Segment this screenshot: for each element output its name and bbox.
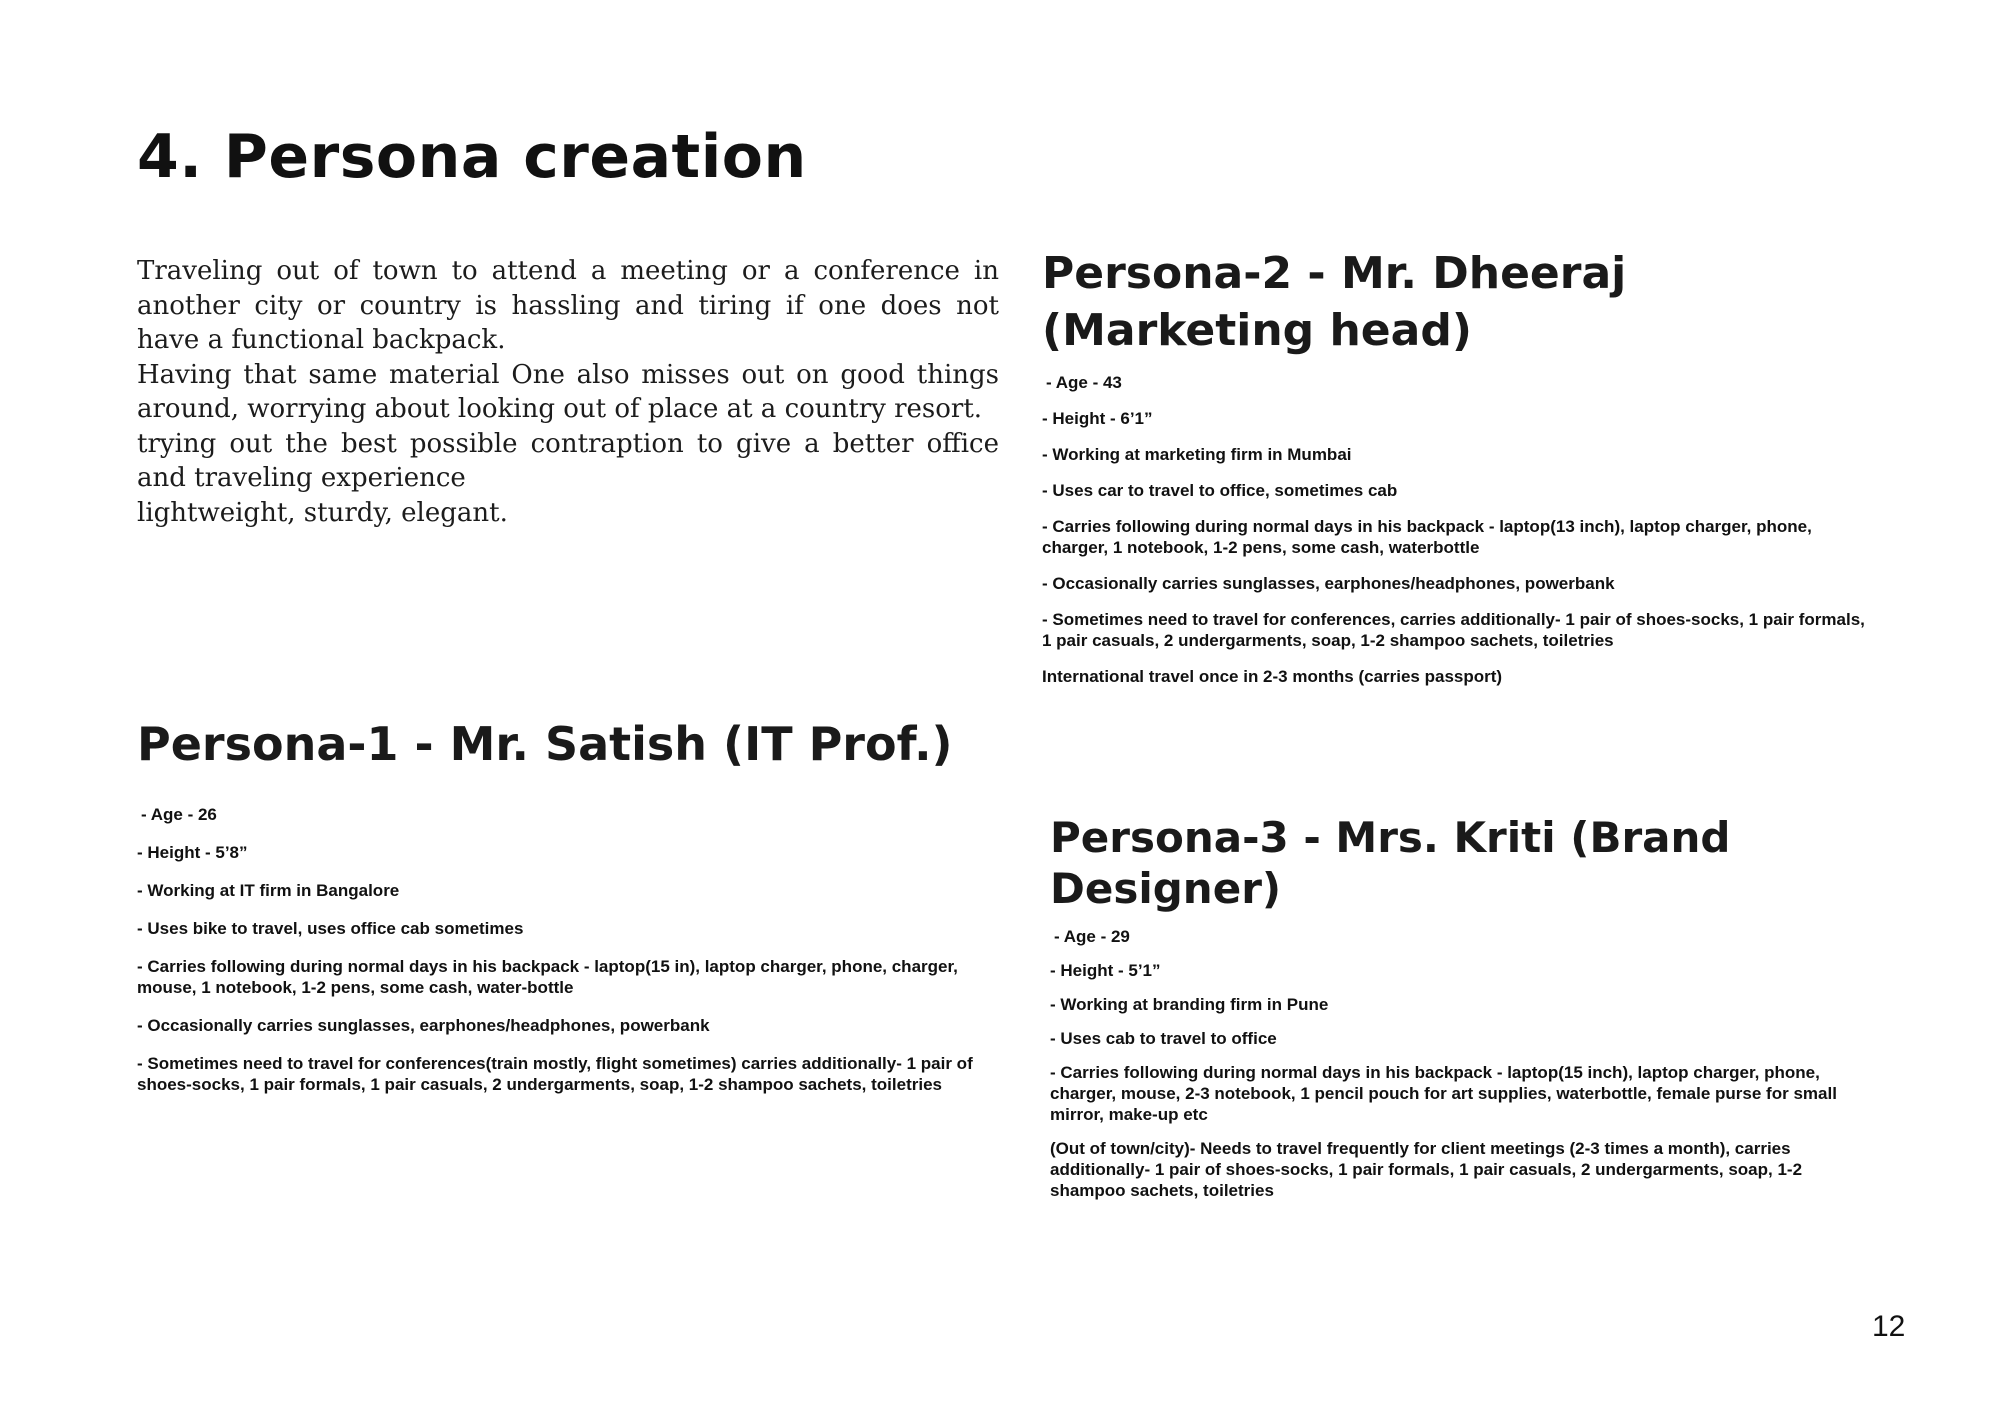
persona-1-details <box>137 804 977 1112</box>
list-item: (Out of town/city)- Needs to travel frequently for client meetings (2-3 times a month), carries additionally- 1 pair of shoes-socks, 1 pair formals, 1 pair casuals, 2 undergarments, soap, 1-2 shampoo sachets, toiletries <box>1050 1139 1803 1200</box>
persona-3-details <box>1050 926 1880 1214</box>
list-item: - Working at marketing firm in Mumbai <box>1042 445 1352 464</box>
list-item: - Uses cab to travel to office <box>1050 1029 1277 1048</box>
list-item: - Height - 6’1” <box>1042 409 1153 428</box>
list-item: - Age - 29 <box>1054 927 1130 946</box>
persona-2-heading: Persona-2 - Mr. Dheeraj (Marketing head) <box>1042 248 1627 356</box>
persona-3-heading: Persona-3 - Mrs. Kriti (Brand Designer) <box>1050 813 1731 913</box>
intro-paragraph: Traveling out of town to attend a meeting or a conference in another city or country is hassling and tiring if one does not have a functional backpack. <box>137 256 999 355</box>
list-item: International travel once in 2-3 months (carries passport) <box>1042 667 1503 686</box>
list-item: - Carries following during normal days in his backpack - laptop(15 inch), laptop charger, phone, charger, mouse, 2-3 notebook, 1 pencil pouch for art supplies, waterbottle, female purse for small mirror, make-up etc <box>1050 1063 1837 1124</box>
persona-2-details <box>1042 372 1872 702</box>
intro-text <box>137 254 999 530</box>
list-item: - Height - 5’8” <box>137 843 248 862</box>
list-item: - Age - 43 <box>1046 373 1122 392</box>
list-item: - Age - 26 <box>141 805 217 824</box>
persona-1-heading: Persona-1 - Mr. Satish (IT Prof.) <box>137 717 953 771</box>
list-item: - Carries following during normal days in his backpack - laptop(13 inch), laptop charger, phone, charger, 1 notebook, 1-2 pens, some cash, waterbottle <box>1042 517 1812 557</box>
intro-paragraph: Having that same material One also misses out on good things around, worrying about looking out of place at a country resort. <box>137 359 999 424</box>
list-item: - Height - 5’1” <box>1050 961 1161 980</box>
list-item: - Working at branding firm in Pune <box>1050 995 1329 1014</box>
page-number: 12 <box>1872 1310 1906 1343</box>
list-item: - Occasionally carries sunglasses, earphones/headphones, powerbank <box>137 1016 710 1035</box>
list-item: - Uses bike to travel, uses office cab sometimes <box>137 919 524 938</box>
list-item: - Sometimes need to travel for conferences(train mostly, flight sometimes) carries additionally- 1 pair of shoes-socks, 1 pair formals, 1 pair casuals, 2 undergarments, soap, 1-2 shampoo sachets, toiletries <box>137 1054 973 1094</box>
page-title: 4. Persona creation <box>137 122 807 192</box>
list-item: - Sometimes need to travel for conferences, carries additionally- 1 pair of shoes-socks, 1 pair formals, 1 pair casuals, 2 undergarments, soap, 1-2 shampoo sachets, toiletries <box>1042 610 1865 650</box>
intro-paragraph: trying out the best possible contraption to give a better office and traveling experience <box>137 428 999 493</box>
list-item: - Occasionally carries sunglasses, earphones/headphones, powerbank <box>1042 574 1615 593</box>
list-item: - Working at IT firm in Bangalore <box>137 881 400 900</box>
intro-paragraph: lightweight, sturdy, elegant. <box>137 497 508 528</box>
list-item: - Uses car to travel to office, sometimes cab <box>1042 481 1398 500</box>
list-item: - Carries following during normal days in his backpack - laptop(15 in), laptop charger, phone, charger, mouse, 1 notebook, 1-2 pens, some cash, water-bottle <box>137 957 958 997</box>
